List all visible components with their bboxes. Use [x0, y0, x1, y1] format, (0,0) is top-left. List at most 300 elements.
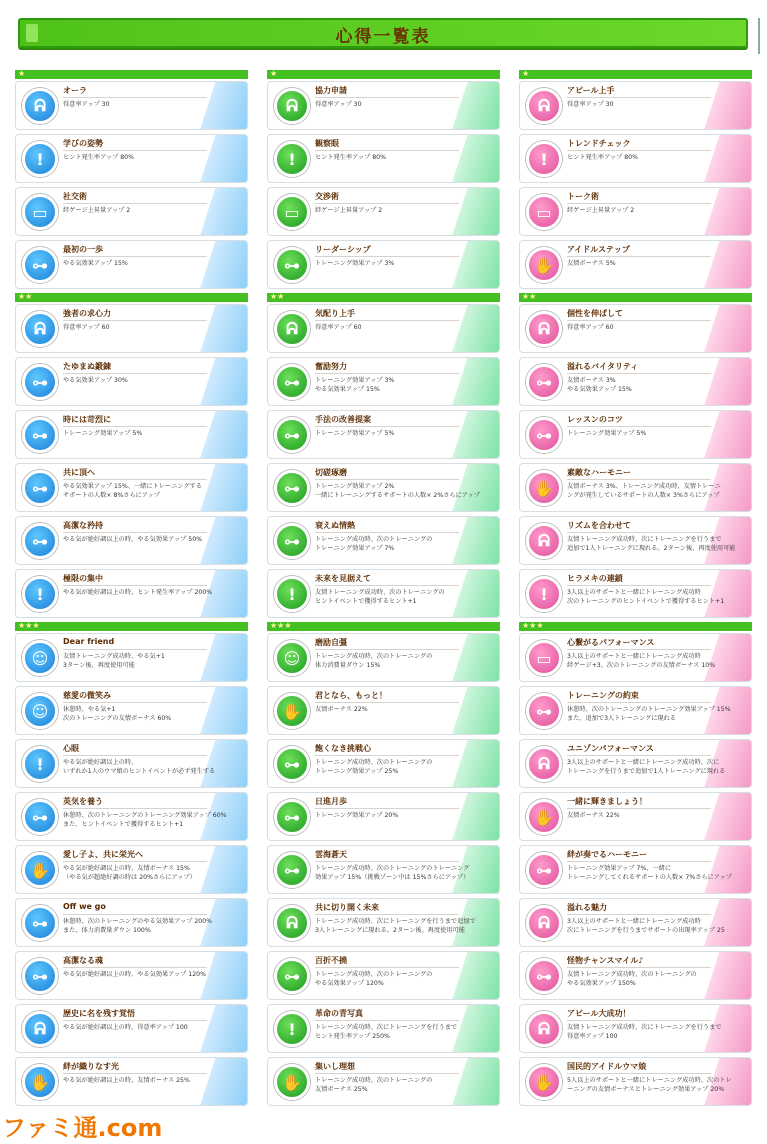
- title-banner: [18, 18, 748, 48]
- rabbit-icon: ᕱ: [22, 88, 58, 124]
- skill-card: [267, 357, 500, 406]
- smile-icon: ☺: [22, 693, 58, 729]
- tier-stars: ★★★: [18, 621, 40, 630]
- skill-description: トレーニング効果アップ 2% 一緒にトレーニングするサポートの人数× 2%さらにアップ: [315, 483, 480, 499]
- skill-card: [15, 516, 248, 565]
- skill-description: 友情トレーニング成功時、次のトレーニングの ヒントイベントで獲得するヒント+1: [315, 589, 445, 605]
- smile-icon: ☺: [274, 640, 310, 676]
- tier-group: [15, 622, 248, 1106]
- skill-description: トレーニング効果アップ 5%: [567, 430, 647, 437]
- divider: [315, 585, 459, 586]
- skill-card: [15, 633, 248, 682]
- divider: [315, 649, 459, 650]
- skill-card: [267, 134, 500, 183]
- tier-stars: ★★: [270, 292, 285, 301]
- skill-description: 友情ボーナス 3% やる気効果アップ 15%: [567, 377, 632, 393]
- rabbit-icon: ᕱ: [274, 905, 310, 941]
- skill-name: 学びの姿勢: [63, 139, 103, 148]
- skill-card: [15, 240, 248, 289]
- skill-card: [519, 357, 752, 406]
- dumbbell-icon: ⊶: [274, 852, 310, 888]
- skill-card: [267, 686, 500, 735]
- divider: [315, 1073, 459, 1074]
- exclamation-icon: !: [274, 1011, 310, 1047]
- skill-description: トレーニング成功時、次のトレーニングの やる気効果アップ 120%: [315, 971, 433, 987]
- handshake-icon: ✋: [274, 1064, 310, 1100]
- divider: [567, 320, 711, 321]
- divider: [567, 1073, 711, 1074]
- dumbbell-icon: ⊶: [274, 746, 310, 782]
- skill-name: 溢れる魅力: [567, 903, 607, 912]
- skill-card: [15, 1057, 248, 1106]
- skill-description: 友情ボーナス 22%: [567, 812, 620, 819]
- divider: [63, 585, 207, 586]
- skill-name: 切磋琢磨: [315, 468, 347, 477]
- tier-group: [519, 70, 752, 289]
- divider: [567, 967, 711, 968]
- skill-card: [267, 187, 500, 236]
- tier-stars: ★★★: [522, 621, 544, 630]
- divider: [567, 373, 711, 374]
- skill-description: 友情トレーニング成功時、次のトレーニングの やる気効果アップ 150%: [567, 971, 697, 987]
- skill-card: [519, 739, 752, 788]
- divider: [567, 808, 711, 809]
- tier-group: [519, 622, 752, 1106]
- skill-card: [519, 845, 752, 894]
- gauge-icon: ▭: [526, 640, 562, 676]
- tier-stars: ★: [18, 69, 26, 78]
- exclamation-icon: !: [526, 576, 562, 612]
- skill-description: 得意率アップ 60: [315, 324, 362, 331]
- exclamation-icon: !: [22, 746, 58, 782]
- rabbit-icon: ᕱ: [526, 905, 562, 941]
- skill-card: [15, 845, 248, 894]
- skill-name: 手法の改善提案: [315, 415, 371, 424]
- skill-description: やる気が絶好調以上の時、友情ボーナス 15% （やる気が超絶好調の時は 20%さらにアップ）: [63, 865, 196, 881]
- tier-group: [267, 293, 500, 618]
- tier-header: [267, 293, 500, 302]
- divider: [63, 97, 207, 98]
- skill-card: [267, 240, 500, 289]
- skill-name: トレーニングの約束: [567, 691, 639, 700]
- divider: [567, 479, 711, 480]
- skill-description: 休憩時、次のトレーニングのトレーニング効果アップ 15% また、追加で3人トレーニングに現れる: [567, 706, 731, 722]
- divider: [315, 1020, 459, 1021]
- skill-card: [267, 516, 500, 565]
- handshake-icon: ✋: [526, 1064, 562, 1100]
- divider: [315, 755, 459, 756]
- skill-description: ヒント発生率アップ 80%: [315, 154, 386, 161]
- skill-description: 得意率アップ 30: [315, 101, 362, 108]
- skill-description: やる気が絶好調以上の時、やる気効果アップ 120%: [63, 971, 206, 978]
- rabbit-icon: ᕱ: [526, 88, 562, 124]
- column-pink: [519, 70, 752, 1110]
- dumbbell-icon: ⊶: [22, 247, 58, 283]
- skill-description: トレーニング成功時、次にトレーニングを行うまで追加で 3人トレーニングに現れる。2ターン後、再度使用可能: [315, 918, 476, 934]
- skill-name: 心眼: [63, 744, 79, 753]
- tier-stars: ★★: [18, 292, 33, 301]
- skill-description: やる気が絶好調以上の時、やる気効果アップ 50%: [63, 536, 203, 543]
- skill-card: [519, 304, 752, 353]
- skill-name: レッスンのコツ: [567, 415, 623, 424]
- dumbbell-icon: ⊶: [526, 958, 562, 994]
- exclamation-icon: !: [22, 576, 58, 612]
- skill-description: 3人以上のサポートと一緒にトレーニング成功時 絆ゲージ+3、次のトレーニングの友情ボーナス 10%: [567, 653, 716, 669]
- skill-description: やる気が絶好調以上の時、得意率アップ 100: [63, 1024, 188, 1031]
- skill-name: 怪物チャンスマイル♪: [567, 956, 644, 965]
- skill-name: 国民的アイドルウマ娘: [567, 1062, 647, 1071]
- divider: [315, 320, 459, 321]
- skill-name: アピール上手: [567, 86, 615, 95]
- skill-card: [15, 134, 248, 183]
- smile-icon: ☺: [22, 640, 58, 676]
- skill-description: やる気が絶好調以上の時、 いずれか1人のウマ娘のヒントイベントが必ず発生する: [63, 759, 216, 775]
- divider: [63, 256, 207, 257]
- skill-name: 一緒に輝きましょう！: [567, 797, 647, 806]
- skill-description: トレーニング成功時、次のトレーニングの トレーニング効果アップ 7%: [315, 536, 433, 552]
- tier-header: [519, 293, 752, 302]
- divider: [315, 967, 459, 968]
- skill-description: 友情ボーナス 5%: [567, 260, 616, 267]
- dumbbell-icon: ⊶: [274, 799, 310, 835]
- skill-card: [519, 1057, 752, 1106]
- rabbit-icon: ᕱ: [274, 311, 310, 347]
- skill-card: [267, 569, 500, 618]
- skill-name: 君となら、もっと！: [315, 691, 387, 700]
- skill-name: 気配り上手: [315, 309, 355, 318]
- gauge-icon: ▭: [22, 194, 58, 230]
- skill-description: トレーニング成功時、次のトレーニングの トレーニング効果アップ 25%: [315, 759, 433, 775]
- skill-name: 飽くなき挑戦心: [315, 744, 371, 753]
- skill-name: 社交術: [63, 192, 87, 201]
- handshake-icon: ✋: [22, 852, 58, 888]
- skill-description: 友情トレーニング成功時、次にトレーニングを行うまで 得意率アップ 100: [567, 1024, 722, 1040]
- skill-name: 革命の青写真: [315, 1009, 363, 1018]
- skill-description: ヒント発生率アップ 80%: [567, 154, 638, 161]
- skill-card: [519, 240, 752, 289]
- rabbit-icon: ᕱ: [274, 88, 310, 124]
- tier-header: [15, 622, 248, 631]
- skill-description: 得意率アップ 30: [63, 101, 110, 108]
- divider: [567, 532, 711, 533]
- skill-description: 3人以上のサポートと一緒にトレーニング成功時、次に トレーニングを行うまで追加で1人トレーニングに現れる: [567, 759, 726, 775]
- skill-card: [15, 898, 248, 947]
- divider: [63, 203, 207, 204]
- rabbit-icon: ᕱ: [526, 523, 562, 559]
- skill-description: 絆ゲージ上昇量アップ 2: [63, 207, 131, 214]
- skill-name: アピール大成功！: [567, 1009, 631, 1018]
- dumbbell-icon: ⊶: [22, 470, 58, 506]
- skill-name: 絆が織りなす光: [63, 1062, 119, 1071]
- skill-name: 衰えぬ情熱: [315, 521, 355, 530]
- handshake-icon: ✋: [526, 247, 562, 283]
- divider: [63, 967, 207, 968]
- skill-name: リズムを合わせて: [567, 521, 631, 530]
- skill-description: 3人以上のサポートと一緒にトレーニング成功時 次にトレーニングを行うまでサポートの出現率アップ 25: [567, 918, 725, 934]
- divider: [315, 373, 459, 374]
- divider: [63, 532, 207, 533]
- skill-card: [15, 686, 248, 735]
- skill-name: 素敵なハーモニー: [567, 468, 631, 477]
- divider: [63, 755, 207, 756]
- gauge-icon: ▭: [274, 194, 310, 230]
- divider: [567, 585, 711, 586]
- tier-group: [267, 622, 500, 1106]
- skill-name: 磨励自彊: [315, 638, 347, 647]
- skill-card: [267, 463, 500, 512]
- skill-card: [519, 633, 752, 682]
- skill-card: [15, 951, 248, 1000]
- skill-card: [15, 569, 248, 618]
- divider: [315, 426, 459, 427]
- skill-name: 高潔なる魂: [63, 956, 103, 965]
- divider: [315, 702, 459, 703]
- tier-stars: ★★★: [270, 621, 292, 630]
- skill-description: トレーニング成功時、次のトレーニングのトレーニング 効果アップ 15%（挑戦ゾーン中は 15%さらにアップ）: [315, 865, 470, 881]
- skill-description: ヒント発生率アップ 80%: [63, 154, 134, 161]
- skill-card: [15, 1004, 248, 1053]
- skill-card: [267, 898, 500, 947]
- skill-description: トレーニング成功時、次のトレーニングの 友情ボーナス 25%: [315, 1077, 433, 1093]
- skill-description: やる気効果アップ 15%、一緒にトレーニングする サポートの人数× 8%さらにアップ: [63, 483, 202, 499]
- skill-name: 絆が奏でるハーモニー: [567, 850, 647, 859]
- skill-description: トレーニング効果アップ 3% やる気効果アップ 15%: [315, 377, 395, 393]
- skill-card: [267, 951, 500, 1000]
- column-blue: [15, 70, 248, 1110]
- skill-name: 日進月歩: [315, 797, 347, 806]
- skill-card: [267, 81, 500, 130]
- skill-card: [267, 739, 500, 788]
- dumbbell-icon: ⊶: [526, 852, 562, 888]
- skill-card: [519, 81, 752, 130]
- skill-name: 集いし理想: [315, 1062, 355, 1071]
- skill-description: やる気が絶好調以上の時、ヒント発生率アップ 200%: [63, 589, 213, 596]
- divider: [63, 861, 207, 862]
- divider: [63, 426, 207, 427]
- exclamation-icon: !: [526, 141, 562, 177]
- skill-name: 最初の一歩: [63, 245, 103, 254]
- skill-name: 奮励努力: [315, 362, 347, 371]
- tier-stars: ★: [270, 69, 278, 78]
- skill-card: [15, 357, 248, 406]
- skill-card: [15, 81, 248, 130]
- dumbbell-icon: ⊶: [274, 470, 310, 506]
- skill-card: [519, 792, 752, 841]
- tier-group: [15, 70, 248, 289]
- dumbbell-icon: ⊶: [22, 417, 58, 453]
- skill-name: アイドルステップ: [567, 245, 630, 254]
- skill-name: トレンドチェック: [567, 139, 631, 148]
- divider: [63, 1073, 207, 1074]
- skill-description: 休憩時、次のトレーニングのトレーニング効果アップ 60% また、ヒントイベントで獲得するヒント+1: [63, 812, 227, 828]
- skill-description: 5人以上のサポートと一緒にトレーニング成功時、次のトレ ーニングの友情ボーナスとトレーニング効果アップ 20%: [567, 1077, 732, 1093]
- dumbbell-icon: ⊶: [22, 364, 58, 400]
- skill-name: 共に頂へ: [63, 468, 95, 477]
- skill-description: 友情トレーニング成功時、やる気+1 3ターン後、再度使用可能: [63, 653, 165, 669]
- divider: [63, 808, 207, 809]
- skill-card: [519, 951, 752, 1000]
- skill-description: トレーニング効果アップ 5%: [315, 430, 395, 437]
- skill-name: 協力申請: [315, 86, 347, 95]
- exclamation-icon: !: [274, 141, 310, 177]
- skill-card: [267, 1004, 500, 1053]
- divider: [63, 914, 207, 915]
- skill-card: [519, 569, 752, 618]
- divider: [567, 1020, 711, 1021]
- skill-name: Off we go: [63, 902, 106, 911]
- skill-description: トレーニング効果アップ 3%: [315, 260, 395, 267]
- skill-card: [519, 1004, 752, 1053]
- divider: [567, 256, 711, 257]
- skill-description: トレーニング効果アップ 7%、一緒に トレーニングしてくれるサポートの人数× 7%さらにアップ: [567, 865, 732, 881]
- exclamation-icon: !: [274, 576, 310, 612]
- dumbbell-icon: ⊶: [526, 417, 562, 453]
- skill-card: [519, 898, 752, 947]
- skill-card: [519, 410, 752, 459]
- skill-description: 得意率アップ 30: [567, 101, 614, 108]
- skill-card: [267, 410, 500, 459]
- tier-header: [519, 70, 752, 79]
- divider: [315, 861, 459, 862]
- gauge-icon: ▭: [526, 194, 562, 230]
- tier-stars: ★★: [522, 292, 537, 301]
- divider: [315, 914, 459, 915]
- skill-card: [267, 845, 500, 894]
- skill-name: リーダーシップ: [315, 245, 371, 254]
- skill-name: 交渉術: [315, 192, 339, 201]
- skill-description: 休憩時、次のトレーニングのやる気効果アップ 200% また、体力消費量ダウン 100%: [63, 918, 213, 934]
- dumbbell-icon: ⊶: [526, 693, 562, 729]
- divider: [567, 861, 711, 862]
- skill-description: やる気効果アップ 15%: [63, 260, 128, 267]
- skill-description: 絆ゲージ上昇量アップ 2: [567, 207, 635, 214]
- divider: [63, 479, 207, 480]
- skill-card: [15, 304, 248, 353]
- divider: [567, 702, 711, 703]
- skill-name: 愛し子よ、共に栄光へ: [63, 850, 143, 859]
- dumbbell-icon: ⊶: [22, 958, 58, 994]
- divider: [567, 203, 711, 204]
- skill-description: トレーニング効果アップ 5%: [63, 430, 143, 437]
- skill-card: [15, 739, 248, 788]
- skill-name: たゆまぬ鍛錬: [63, 362, 111, 371]
- skill-card: [267, 792, 500, 841]
- divider: [63, 1020, 207, 1021]
- skill-name: ユニゾンパフォーマンス: [567, 744, 654, 753]
- handshake-icon: ✋: [526, 470, 562, 506]
- tier-header: [267, 70, 500, 79]
- dumbbell-icon: ⊶: [22, 905, 58, 941]
- divider: [567, 755, 711, 756]
- skill-description: やる気効果アップ 30%: [63, 377, 128, 384]
- skill-name: Dear friend: [63, 637, 115, 646]
- skill-card: [15, 410, 248, 459]
- divider: [315, 532, 459, 533]
- rabbit-icon: ᕱ: [22, 1011, 58, 1047]
- dumbbell-icon: ⊶: [274, 958, 310, 994]
- skill-name: 慈愛の微笑み: [63, 691, 111, 700]
- rabbit-icon: ᕱ: [22, 311, 58, 347]
- skill-description: やる気が絶好調以上の時、友情ボーナス 25%: [63, 1077, 190, 1084]
- page-title: 心得一覧表: [335, 27, 431, 47]
- tier-header: [519, 622, 752, 631]
- skill-description: トレーニング成功時、次にトレーニングを行うまで ヒント発生率アップ 250%: [315, 1024, 458, 1040]
- skill-description: 得意率アップ 60: [567, 324, 614, 331]
- tier-header: [15, 293, 248, 302]
- handshake-icon: ✋: [274, 693, 310, 729]
- skill-description: 3人以上のサポートと一緒にトレーニング成功時 次のトレーニングのヒントイベントで獲得するヒント+1: [567, 589, 725, 605]
- skill-card: [519, 516, 752, 565]
- column-green: [267, 70, 500, 1110]
- divider: [567, 426, 711, 427]
- divider: [63, 320, 207, 321]
- dumbbell-icon: ⊶: [22, 799, 58, 835]
- dumbbell-icon: ⊶: [274, 417, 310, 453]
- dumbbell-icon: ⊶: [274, 364, 310, 400]
- dumbbell-icon: ⊶: [22, 523, 58, 559]
- skill-name: 強者の求心力: [63, 309, 111, 318]
- divider: [315, 203, 459, 204]
- skill-name: 共に切り開く未来: [315, 903, 379, 912]
- divider: [567, 649, 711, 650]
- skill-card: [267, 1057, 500, 1106]
- skill-card: [15, 463, 248, 512]
- divider: [63, 649, 207, 650]
- skill-description: トレーニング効果アップ 20%: [315, 812, 399, 819]
- skill-card: [15, 187, 248, 236]
- skill-name: 極限の集中: [63, 574, 103, 583]
- handshake-icon: ✋: [526, 799, 562, 835]
- skill-name: 心繋がるパフォーマンス: [567, 638, 655, 647]
- divider: [315, 150, 459, 151]
- divider: [567, 150, 711, 151]
- skill-card: [519, 187, 752, 236]
- skill-name: 溢れるバイタリティ: [567, 362, 639, 371]
- divider: [63, 702, 207, 703]
- skill-card: [267, 633, 500, 682]
- skill-description: トレーニング成功時、次のトレーニングの 体力消費量ダウン 15%: [315, 653, 433, 669]
- exclamation-icon: !: [22, 141, 58, 177]
- tier-header: [267, 622, 500, 631]
- tier-group: [267, 70, 500, 289]
- skill-name: 個性を伸ばして: [567, 309, 623, 318]
- dumbbell-icon: ⊶: [526, 364, 562, 400]
- skill-description: 得意率アップ 60: [63, 324, 110, 331]
- skill-card: [519, 134, 752, 183]
- divider: [63, 373, 207, 374]
- skill-description: 友情ボーナス 22%: [315, 706, 368, 713]
- skill-card: [519, 686, 752, 735]
- skill-card: [519, 463, 752, 512]
- skill-description: 休憩時、やる気+1 次のトレーニングの友情ボーナス 60%: [63, 706, 172, 722]
- skill-name: 英気を養う: [63, 797, 103, 806]
- skill-description: 絆ゲージ上昇量アップ 2: [315, 207, 383, 214]
- divider: [567, 914, 711, 915]
- skill-description: 友情トレーニング成功時、次にトレーニングを行うまで 追加で1人トレーニングに現れる。2ターン後、再度使用可能: [567, 536, 736, 552]
- skill-name: 百折不撓: [315, 956, 347, 965]
- title-tail: [748, 18, 760, 54]
- skill-name: 観察眼: [315, 139, 339, 148]
- handshake-icon: ✋: [22, 1064, 58, 1100]
- divider: [315, 479, 459, 480]
- tier-group: [519, 293, 752, 618]
- skill-card: [15, 792, 248, 841]
- skill-card: [267, 304, 500, 353]
- skill-name: 雲海蒼天: [315, 850, 347, 859]
- tier-group: [15, 293, 248, 618]
- tier-stars: ★: [522, 69, 530, 78]
- tier-header: [15, 70, 248, 79]
